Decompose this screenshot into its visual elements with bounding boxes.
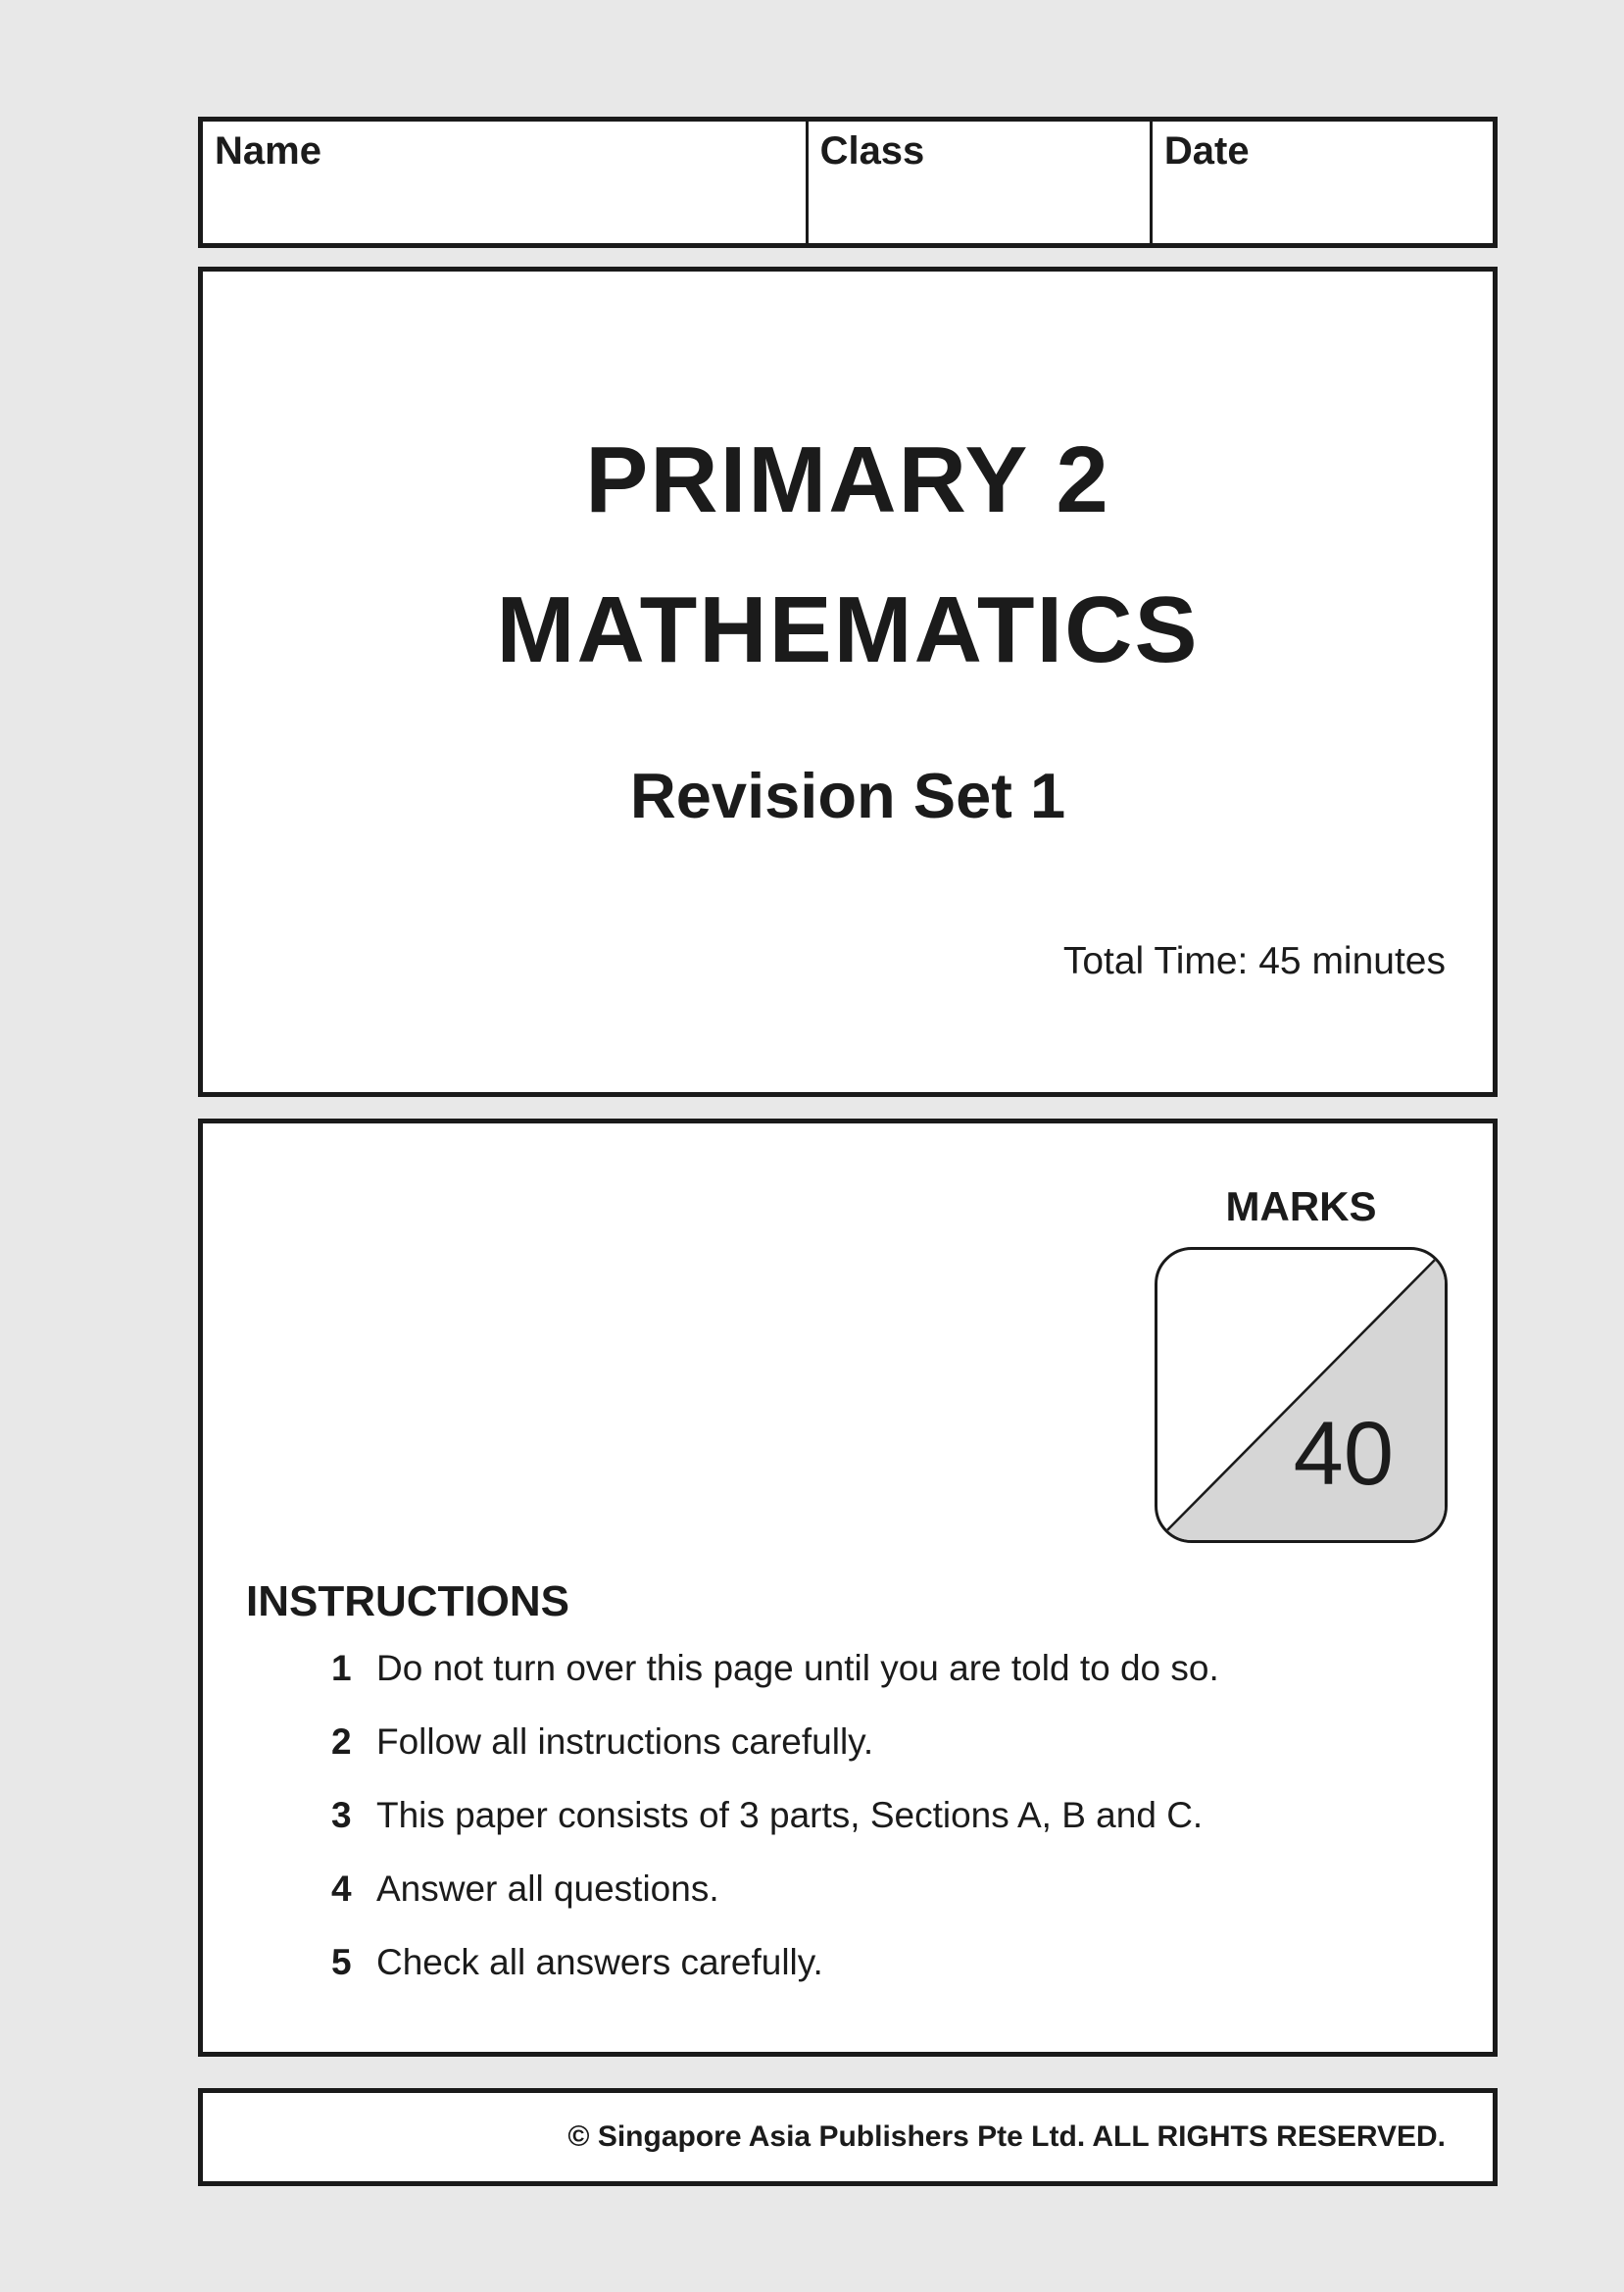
name-label: Name (215, 129, 321, 173)
instruction-item (203, 1794, 1493, 1868)
student-info-table (198, 117, 1498, 248)
instruction-number: 2 (331, 1721, 352, 1762)
page-title-subject: MATHEMATICS (496, 577, 1200, 682)
date-field (1150, 122, 1493, 243)
instruction-number: 5 (331, 1942, 352, 1982)
instructions-list (203, 1647, 1493, 2015)
total-time-text: Total Time: 45 minutes (1062, 940, 1446, 982)
marks-total-value: 40 (1293, 1404, 1394, 1504)
name-field (203, 122, 806, 243)
instruction-text: Do not turn over this page until you are told to do so. (376, 1648, 1219, 1688)
copyright-text: © Singapore Asia Publishers Pte Ltd. ALL RIGHTS RESERVED. (567, 2120, 1446, 2153)
date-label: Date (1163, 129, 1250, 173)
instruction-text: Follow all instructions carefully. (376, 1721, 874, 1762)
instruction-number: 4 (331, 1868, 352, 1909)
instructions-heading: INSTRUCTIONS (246, 1577, 569, 1625)
footer-box (198, 2088, 1498, 2186)
title-box (198, 267, 1498, 1097)
instruction-text: Answer all questions. (376, 1868, 719, 1909)
marks-score-box (1155, 1247, 1448, 1543)
class-label: Class (819, 129, 925, 173)
marks-group (1155, 1183, 1448, 1543)
class-field (806, 122, 1150, 243)
instructions-box (198, 1119, 1498, 2057)
instruction-item (203, 1868, 1493, 1941)
instruction-item (203, 1941, 1493, 2015)
instruction-number: 1 (331, 1648, 352, 1688)
page-title-level: PRIMARY 2 (585, 427, 1110, 532)
instruction-text: Check all answers carefully. (376, 1942, 823, 1982)
revision-set-subtitle: Revision Set 1 (629, 760, 1066, 831)
instruction-number: 3 (331, 1795, 352, 1835)
instruction-item (203, 1647, 1493, 1720)
marks-label: MARKS (1225, 1183, 1377, 1229)
instruction-text: This paper consists of 3 parts, Sections A, B and C. (376, 1795, 1204, 1835)
instruction-item (203, 1720, 1493, 1794)
